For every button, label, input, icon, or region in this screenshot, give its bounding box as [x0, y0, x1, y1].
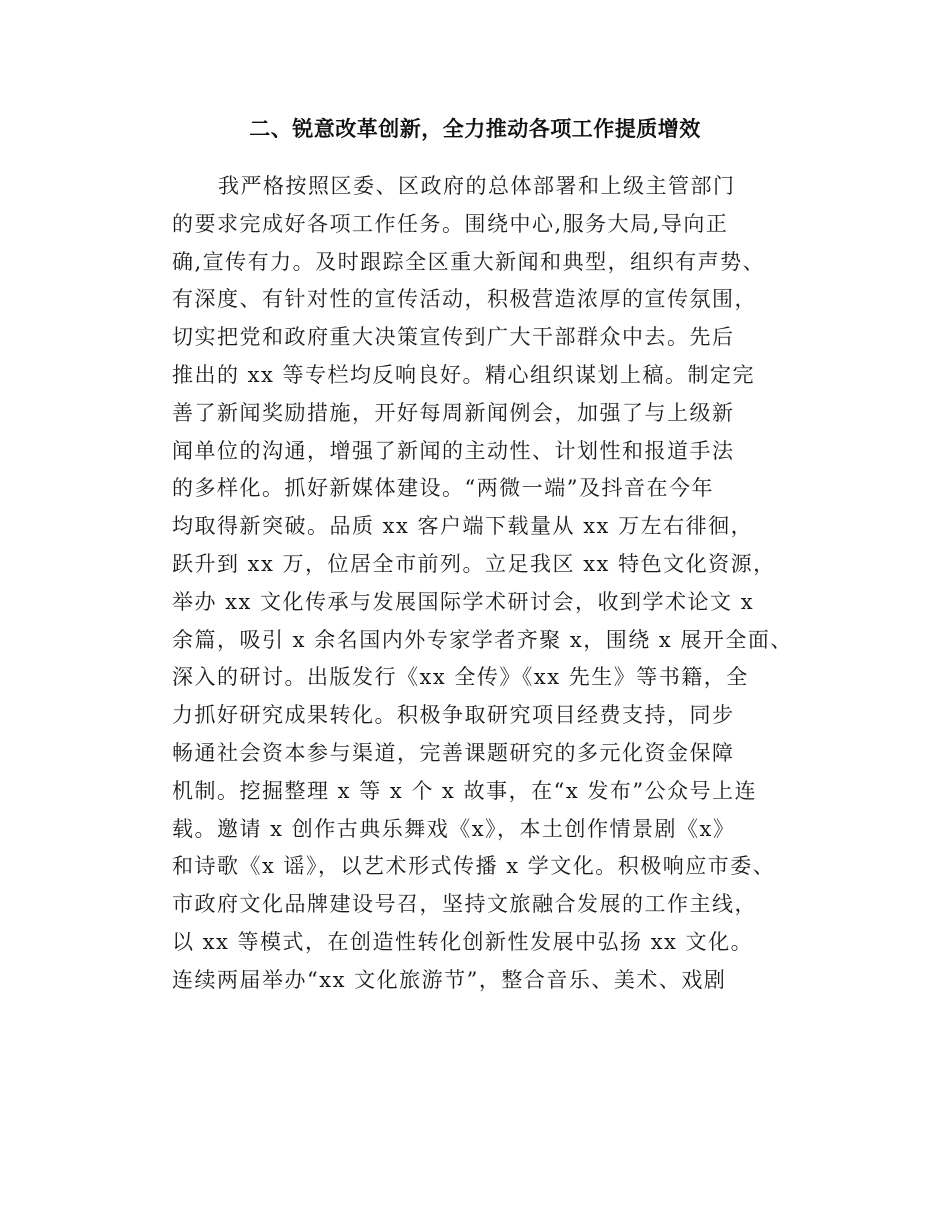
paragraph-line: 跃升到 xx 万，位居全市前列。立足我区 xx 特色文化资源， [172, 551, 776, 576]
paragraph-line: 闻单位的沟通，增强了新闻的主动性、计划性和报道手法 [172, 438, 735, 463]
paragraph-line: 载。邀请 x 创作古典乐舞戏《x》，本土创作情景剧《x》 [172, 816, 736, 841]
paragraph-line: 举办 xx 文化传承与发展国际学术研讨会，收到学术论文 x [172, 589, 755, 614]
paragraph-line: 有深度、有针对性的宣传活动，积极营造浓厚的宣传氛围， [172, 287, 757, 312]
paragraph-line: 以 xx 等模式，在创造性转化创新性发展中弘扬 xx 文化。 [172, 929, 754, 954]
paragraph-line: 切实把党和政府重大决策宣传到广大干部群众中去。先后 [172, 325, 735, 350]
paragraph-line: 的要求完成好各项工作任务。围绕中心,服务大局,导向正 [172, 211, 729, 236]
section-heading: 二、锐意改革创新，全力推动各项工作提质增效 [249, 117, 701, 141]
paragraph-line: 深入的研讨。出版发行《xx 全传》《xx 先生》等书籍，全 [172, 665, 749, 690]
paragraph-line: 善了新闻奖励措施，开好每周新闻例会，加强了与上级新 [172, 400, 735, 425]
paragraph-line: 市政府文化品牌建设号召，坚持文旅融合发展的工作主线， [172, 892, 757, 917]
paragraph-line: 和诗歌《x 谣》，以艺术形式传播 x 学文化。积极响应市委、 [172, 854, 776, 879]
paragraph-line: 的多样化。抓好新媒体建设。“两微一端”及抖音在今年 [172, 476, 714, 501]
paragraph-line: 畅通社会资本参与渠道，完善课题研究的多元化资金保障 [172, 740, 735, 765]
paragraph-line: 连续两届举办“xx 文化旅游节”，整合音乐、美术、戏剧 [172, 967, 727, 992]
paragraph-line: 推出的 xx 等专栏均反响良好。精心组织谋划上稿。制定完 [172, 362, 756, 387]
paragraph-line: 机制。挖掘整理 x 等 x 个 x 故事，在“x 发布”公众号上连 [172, 778, 758, 803]
paragraph-line: 力抓好研究成果转化。积极争取研究项目经费支持，同步 [172, 703, 735, 728]
paragraph-line: 确,宣传有力。及时跟踪全区重大新闻和典型，组织有声势、 [172, 249, 766, 274]
body-paragraph [172, 168, 832, 1000]
paragraph-line: 均取得新突破。品质 xx 客户端下载量从 xx 万左右徘徊， [172, 514, 754, 539]
paragraph-line: 我严格按照区委、区政府的总体部署和上级主管部门 [218, 174, 736, 198]
paragraph-line: 余篇，吸引 x 余名国内外专家学者齐聚 x，围绕 x 展开全面、 [172, 627, 793, 652]
